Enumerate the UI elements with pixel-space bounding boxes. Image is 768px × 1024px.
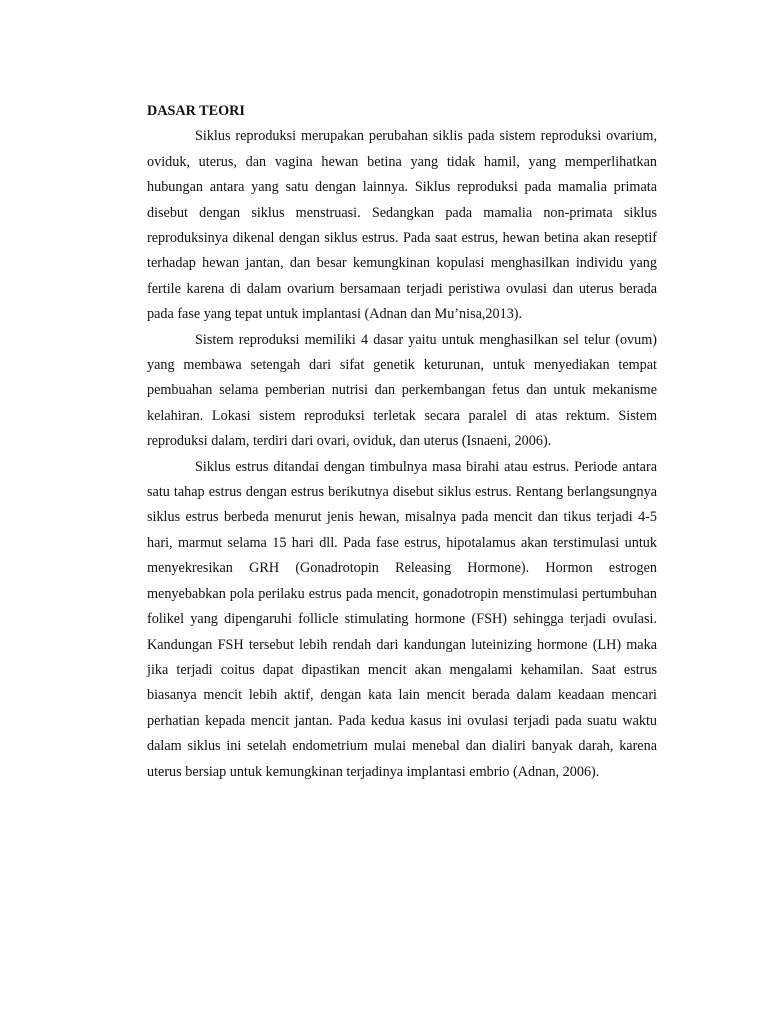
paragraph-siklus-estrus: Siklus estrus ditandai dengan timbulnya masa birahi atau estrus. Periode antara satu tahap estrus dengan estrus berikutnya disebut siklus estrus. Rentang berlangsungnya siklus estrus berbeda menurut jenis hewan, misalnya pada mencit dan tikus terjadi 4-5 hari, marmut selama 15 hari dll. Pada fase estrus, hipotalamus akan terstimulasi untuk menyekresikan GRH (Gonadrotopin Releasing Hormone). Hormon estrogen menyebabkan pola perilaku estrus pada mencit, gonadotropin menstimulasi pertumbuhan folikel yang dipengaruhi follicle stimulating hormone (FSH) sehingga terjadi ovulasi. Kandungan FSH tersebut lebih rendah dari kandungan luteinizing hormone (LH) maka jika terjadi coitus dapat dipastikan mencit akan mengalami kehamilan. Saat estrus biasanya mencit lebih aktif, dengan kata lain mencit berada dalam keadaan mencari perhatian kepada mencit jantan. Pada kedua kasus ini ovulasi terjadi pada suatu waktu dalam siklus ini setelah endometrium mulai menebal dan dialiri banyak darah, karena uterus bersiap untuk kemungkinan terjadinya implantasi embrio (Adnan, 2006). [147,458,657,780]
document-body [147,99,657,785]
section-heading: DASAR TEORI [147,103,245,119]
paragraph-sistem-reproduksi: Sistem reproduksi memiliki 4 dasar yaitu untuk menghasilkan sel telur (ovum) yang membawa setengah dari sifat genetik keturunan, untuk menyediakan tempat pembuahan selama pemberian nutrisi dan perkembangan fetus dan untuk mekanisme kelahiran. Lokasi sistem reproduksi terletak secara paralel di atas rektum. Sistem reproduksi dalam, terdiri dari ovari, oviduk, dan uterus (Isnaeni, 2006). [147,331,657,450]
paragraph-siklus-reproduksi: Siklus reproduksi merupakan perubahan siklis pada sistem reproduksi ovarium, oviduk, uterus, dan vagina hewan betina yang tidak hamil, yang memperlihatkan hubungan antara yang satu dengan lainnya. Siklus reproduksi pada mamalia primata disebut dengan siklus menstruasi. Sedangkan pada mamalia non-primata siklus reproduksinya dikenal dengan siklus estrus. Pada saat estrus, hewan betina akan reseptif terhadap hewan jantan, dan besar kemungkinan kopulasi menghasilkan individu yang fertile karena di dalam ovarium bersamaan terjadi peristiwa ovulasi dan uterus berada pada fase yang tepat untuk implantasi (Adnan dan Mu’nisa,2013). [147,128,657,323]
